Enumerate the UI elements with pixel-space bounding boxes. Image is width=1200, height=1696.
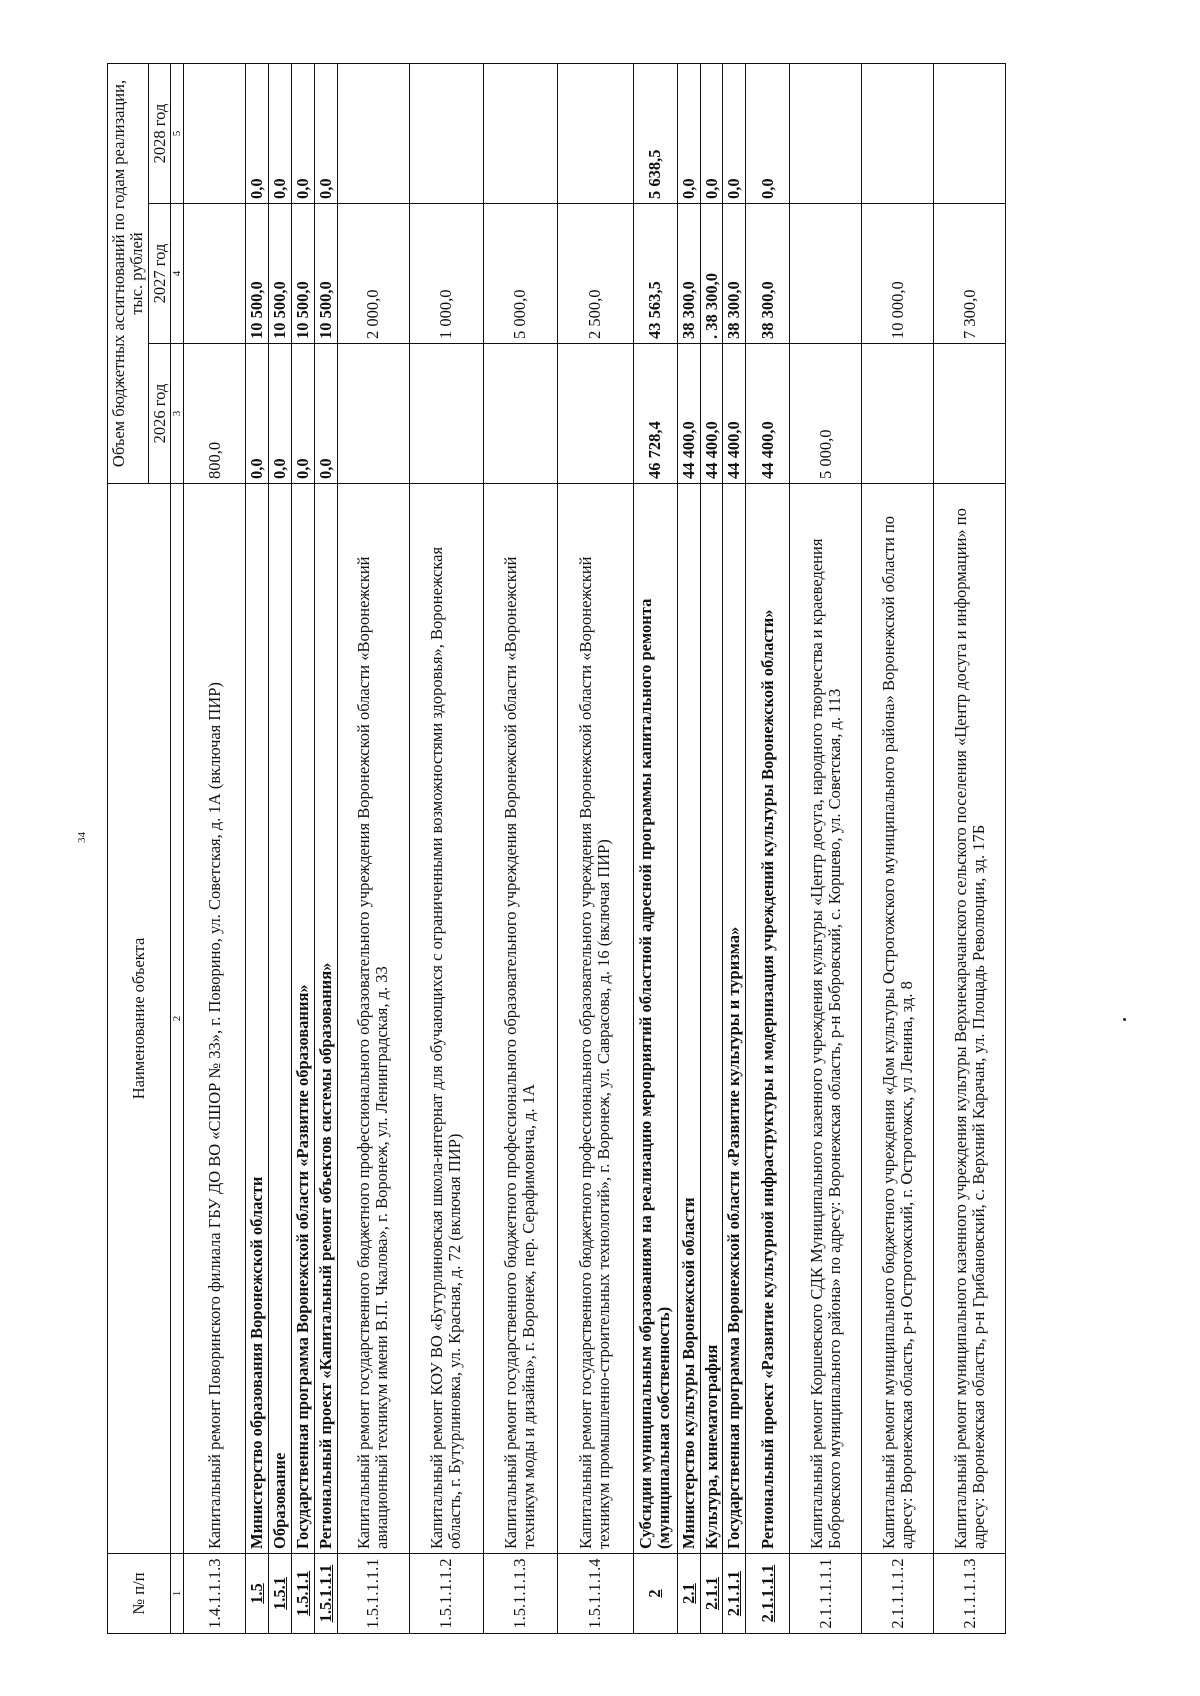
- value-2026: 0,0: [292, 344, 315, 484]
- table-row: [557, 63, 633, 1633]
- column-number: 2: [171, 484, 184, 1554]
- value-2027: . 38 300,0: [700, 204, 723, 344]
- object-name: Министерство культуры Воронежской области: [677, 484, 700, 1554]
- value-2028: [934, 63, 1006, 203]
- value-2028: 0,0: [314, 63, 337, 203]
- table-row: [746, 63, 790, 1633]
- table-row: [862, 63, 934, 1633]
- value-2026: 0,0: [246, 344, 269, 484]
- table-row: [184, 63, 246, 1633]
- scan-speck: [1123, 1018, 1126, 1021]
- value-2028: 0,0: [746, 63, 790, 203]
- value-2028: 0,0: [723, 63, 746, 203]
- row-number: 1.5.1.1.1: [314, 1554, 337, 1634]
- table-row: [677, 63, 700, 1633]
- value-2026: 0,0: [314, 344, 337, 484]
- object-name: Капитальный ремонт государственного бюджетного профессионального образовательного учреждения Воронежской области «Воронежский техникум промышленно-строительных технологий», г. Воронеж, ул. Саврасова, д. 16 (включая ПИР): [557, 484, 633, 1554]
- value-2027: 10 500,0: [246, 204, 269, 344]
- object-name: Субсидии муниципальным образованиям на реализацию мероприятий областной адресной программы капитального ремонта (муниципальная собственность): [633, 484, 677, 1554]
- header-col-num: № п/п: [108, 1554, 171, 1634]
- row-number: 2.1.1.1.1.2: [862, 1554, 934, 1634]
- table-row: [483, 63, 557, 1633]
- value-2027: 5 000,0: [483, 204, 557, 344]
- row-number: 2.1.1: [700, 1554, 723, 1634]
- row-number: 2.1.1.1.1.3: [934, 1554, 1006, 1634]
- object-name: Региональный проект «Развитие культурной инфраструктуры и модернизация учреждений культуры Воронежской области»: [746, 484, 790, 1554]
- object-name: Капитальный ремонт государственного бюджетного профессионального образовательного учреждения Воронежской области «Воронежский техникум моды и дизайна», г. Воронеж, пер. Серафимовича, д. 1А: [483, 484, 557, 1554]
- table-body: [184, 63, 1006, 1633]
- value-2028: [557, 63, 633, 203]
- table-row: [934, 63, 1006, 1633]
- value-2026: 5 000,0: [790, 344, 862, 484]
- table-row: [700, 63, 723, 1633]
- object-name: Региональный проект «Капитальный ремонт объектов системы образования»: [314, 484, 337, 1554]
- value-2026: [483, 344, 557, 484]
- value-2027: [184, 204, 246, 344]
- row-number: 1.5: [246, 1554, 269, 1634]
- value-2027: 2 000,0: [337, 204, 409, 344]
- object-name: Капитальный ремонт государственного бюджетного профессионального образовательного учреждения Воронежской области «Воронежский авиационный техникум имени В.П. Чкалова», г. Воронеж, ул. Ленинградская, д. 33: [337, 484, 409, 1554]
- header-year: 2027 год: [148, 204, 171, 344]
- object-name: Капитальный ремонт КОУ ВО «Бутурлиновская школа-интернат для обучающихся с ограниченными возможностями здоровья», Воронежская область, г. Бутурлиновка, ул. Красная, д. 72 (включая ПИР): [409, 484, 483, 1554]
- header-col-name: Наименование объекта: [108, 484, 171, 1554]
- table-row: [790, 63, 862, 1633]
- table-row: [633, 63, 677, 1633]
- value-2027: 10 500,0: [292, 204, 315, 344]
- value-2027: 38 300,0: [723, 204, 746, 344]
- object-name: Культура, кинематография: [700, 484, 723, 1554]
- value-2026: [337, 344, 409, 484]
- object-name: Капитальный ремонт муниципального бюджетного учреждения «Дом культуры Острогожского муниципального района» Воронежской области по адресу: Воронежская область, р-н Острогожский, г. Острогожск, ул Ленина, зд. 8: [862, 484, 934, 1554]
- table-row: [292, 63, 315, 1633]
- row-number: 2.1.1.1.1: [746, 1554, 790, 1634]
- value-2026: [409, 344, 483, 484]
- value-2028: 0,0: [700, 63, 723, 203]
- row-number: 1.5.1: [269, 1554, 292, 1634]
- object-name: Капитальный ремонт муниципального казенного учреждения культуры Верхнекарачанского сельского поселения «Центр досуга и информации» по адресу: Воронежская область, р-н Грибановский, с. Верхний Карачан, ул. Площадь Революции, зд. 17Б: [934, 484, 1006, 1554]
- value-2028: [337, 63, 409, 203]
- value-2028: 0,0: [292, 63, 315, 203]
- value-2028: [862, 63, 934, 203]
- value-2026: 800,0: [184, 344, 246, 484]
- header-col-budget: Объем бюджетных ассигнований по годам реализации, тыс. рублей: [108, 63, 149, 483]
- value-2026: [862, 344, 934, 484]
- value-2028: 0,0: [677, 63, 700, 203]
- value-2028: [790, 63, 862, 203]
- table-row: [314, 63, 337, 1633]
- row-number: 2: [633, 1554, 677, 1634]
- value-2026: [557, 344, 633, 484]
- value-2027: 38 300,0: [746, 204, 790, 344]
- value-2027: 1 000,0: [409, 204, 483, 344]
- column-number: 1: [171, 1554, 184, 1634]
- value-2026: 46 728,4: [633, 344, 677, 484]
- rotated-document: [107, 64, 1006, 1634]
- header-year: 2028 год: [148, 63, 171, 203]
- value-2026: 0,0: [269, 344, 292, 484]
- object-name: Государственная программа Воронежской области «Развитие культуры и туризма»: [723, 484, 746, 1554]
- value-2026: [934, 344, 1006, 484]
- row-number: 1.5.1.1.1.4: [557, 1554, 633, 1634]
- object-name: Министерство образования Воронежской области: [246, 484, 269, 1554]
- row-number: 1.5.1.1.1.1: [337, 1554, 409, 1634]
- row-number: 1.4.1.1.1.3: [184, 1554, 246, 1634]
- row-number: 1.5.1.1.1.2: [409, 1554, 483, 1634]
- header-year: 2026 год: [148, 344, 171, 484]
- budget-table: [107, 63, 1006, 1634]
- value-2026: 44 400,0: [723, 344, 746, 484]
- column-number: 4: [171, 204, 184, 344]
- table-row: [409, 63, 483, 1633]
- row-number: 2.1.1.1.1.1: [790, 1554, 862, 1634]
- value-2027: 38 300,0: [677, 204, 700, 344]
- value-2028: [184, 63, 246, 203]
- table-row: [337, 63, 409, 1633]
- row-number: 2.1.1.1: [723, 1554, 746, 1634]
- page-number: 34: [76, 832, 88, 843]
- object-name: Образование: [269, 484, 292, 1554]
- value-2026: 44 400,0: [746, 344, 790, 484]
- value-2027: 10 000,0: [862, 204, 934, 344]
- row-number: 1.5.1.1: [292, 1554, 315, 1634]
- value-2027: 10 500,0: [314, 204, 337, 344]
- value-2026: 44 400,0: [700, 344, 723, 484]
- object-name: Государственная программа Воронежской области «Развитие образования»: [292, 484, 315, 1554]
- value-2027: [790, 204, 862, 344]
- value-2028: 0,0: [246, 63, 269, 203]
- table-row: [723, 63, 746, 1633]
- value-2028: [483, 63, 557, 203]
- value-2027: 7 300,0: [934, 204, 1006, 344]
- value-2027: 2 500,0: [557, 204, 633, 344]
- column-numbers-row: [171, 63, 184, 1633]
- table-row: [269, 63, 292, 1633]
- value-2028: 0,0: [269, 63, 292, 203]
- object-name: Капитальный ремонт Коршевского СДК Муниципального казенного учреждения культуры «Центр досуга, народного творчества и краеведения Бобровского муниципального района» по адресу: Воронежская область, р-н Бобровский, с. Коршево, ул. Советская, д. 113: [790, 484, 862, 1554]
- column-number: 5: [171, 63, 184, 203]
- value-2028: 5 638,5: [633, 63, 677, 203]
- value-2026: 44 400,0: [677, 344, 700, 484]
- value-2027: 10 500,0: [269, 204, 292, 344]
- value-2027: 43 563,5: [633, 204, 677, 344]
- object-name: Капитальный ремонт Поворинского филиала ГБУ ДО ВО «СШОР № 33», г. Поворино, ул. Советская, д. 1А (включая ПИР): [184, 484, 246, 1554]
- header-row: [108, 63, 149, 1633]
- column-number: 3: [171, 344, 184, 484]
- value-2028: [409, 63, 483, 203]
- row-number: 1.5.1.1.1.3: [483, 1554, 557, 1634]
- table-row: [246, 63, 269, 1633]
- row-number: 2.1: [677, 1554, 700, 1634]
